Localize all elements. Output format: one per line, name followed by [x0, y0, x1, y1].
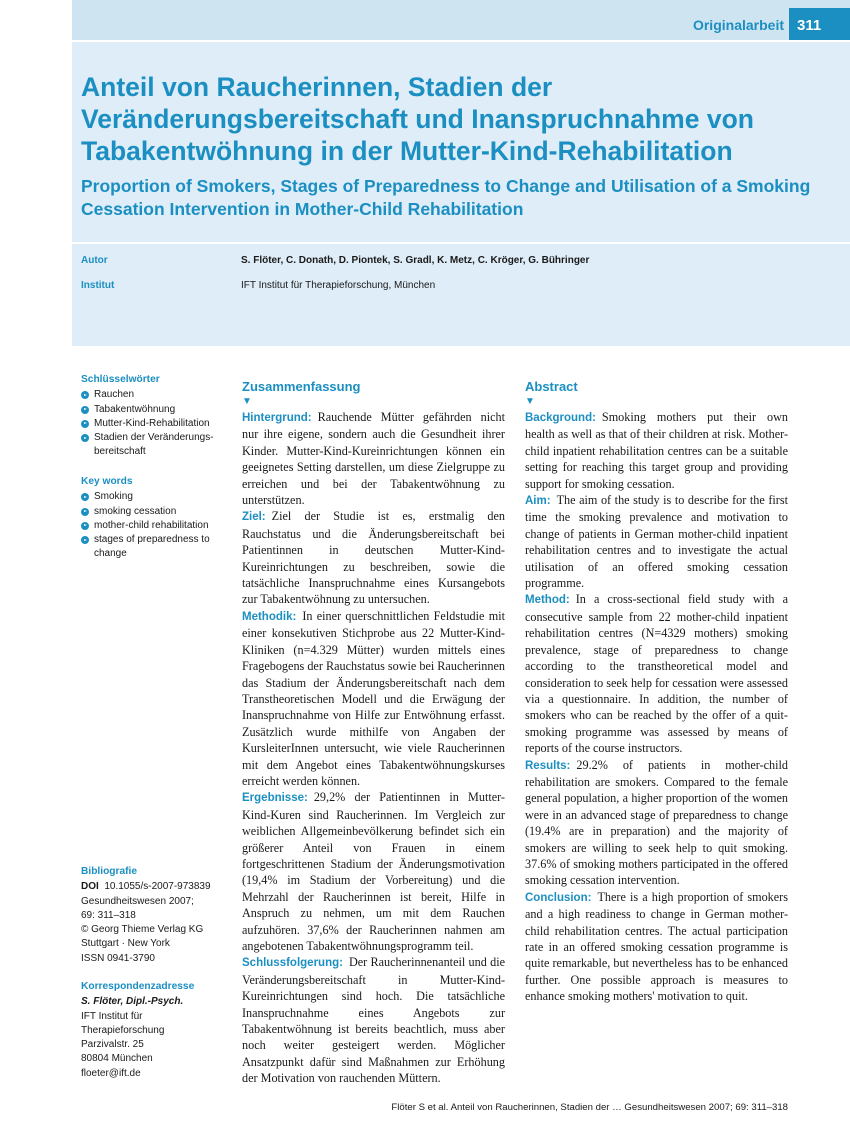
correspondence-email[interactable]: floeter@ift.de: [81, 1067, 141, 1079]
keyword-item: smoking cessation: [81, 505, 231, 519]
section-text: Der Raucherinnenanteil und die Veränderungsbereitschaft in Mutter-Kind-Kureinrichtungen sind hoch. Die tatsächliche Inanspruchnahme eines Angebots zur Tabakentwöhnung ist bereits beachtlich, muss aber noch weiter gesteigert werden. Möglicher Ansatzpunkt dafür sind Maßnahmen zur Erhöhung der Motivation von rauchenden Müttern.: [242, 955, 505, 1086]
bibliography-line: Gesundheitswesen 2007;: [81, 895, 194, 907]
correspondence-line: IFT Institut für: [81, 1010, 143, 1022]
abstract-section: [525, 889, 788, 1005]
title-english: Proportion of Smokers, Stages of Preparedness to Change and Utilisation of a Smoking Cessation Intervention in Mother-Child Rehabilitation: [81, 176, 811, 219]
keyword-item: Mutter-Kind-Rehabilitation: [81, 417, 231, 431]
bibliography-line: ISSN 0941-3790: [81, 952, 155, 964]
abstract-section: [242, 409, 505, 508]
abstract-section: [525, 492, 788, 591]
keywords-german-heading: Schlüsselwörter: [81, 374, 160, 385]
section-label: Originalarbeit: [692, 17, 784, 33]
institute-name: IFT Institut für Therapieforschung, München: [241, 280, 436, 291]
triangle-down-icon: ▼: [525, 396, 535, 407]
abstract-section: [242, 508, 505, 607]
section-label: Hintergrund:: [242, 412, 312, 424]
abstract-section: [525, 757, 788, 889]
bibliography-line: © Georg Thieme Verlag KG: [81, 924, 204, 936]
keyword-item: Smoking: [81, 490, 231, 504]
page-number: 311: [789, 8, 850, 40]
abstract-section: [242, 789, 505, 954]
keywords-german: [81, 373, 231, 460]
keywords-english-heading: Key words: [81, 476, 133, 487]
bibliography-line: Stuttgart · New York: [81, 938, 170, 950]
footer-citation: Flöter S et al. Anteil von Raucherinnen, Stadien der … Gesundheitswesen 2007; 69: 311–318: [391, 1102, 788, 1113]
section-text: 29,2% der Patientinnen in Mutter-Kind-Kuren sind Raucherinnen. Im Vergleich zur weiblichen Allgemeinbevölkerung befindet sich ein größerer Anteil von Frauen in einem fortgeschrittenen Stadium der Änderungsmotivation (19,4% im Stadium der Vorbereitung) und die Mehrzahl der Raucherinnen ist bereit, Hilfe in Anspruch zu nehmen, um mit dem Rauchen aufzuhören. 37,6% der Raucherinnen nahmen am angebotenen Tabakentwöhnungsprogramm teil.: [242, 790, 505, 953]
section-text: Ziel der Studie ist es, erstmalig den Rauchstatus und die Änderungsbereitschaft bei Patientinnen in deutschen Mutter-Kind-Kureinrichtungen zu beschreiben, sowie die tatsächliche Inanspruchnahme eines Kursangebots zur Tabakentwöhnung zu untersuchen.: [242, 509, 505, 607]
section-text: 29.2% of patients in mother-child rehabilitation are smokers. Compared to the female general population, a higher proportion of the women were in an advanced stage of preparedness to change (19.4% are in preparation) and the majority of smokers are willing to seek help to quit smoking. 37.6% of smoking mothers participated in the offered smoking cessation intervention.: [525, 757, 788, 888]
bibliography: [81, 865, 231, 966]
abstract-section: [242, 954, 505, 1086]
section-label: Conclusion:: [525, 891, 592, 904]
correspondence-line: 80804 München: [81, 1053, 153, 1065]
keyword-item: Stadien der Veränderungs-bereitschaft: [81, 431, 231, 460]
abstract-section: [525, 409, 788, 492]
section-label: Ziel:: [242, 511, 266, 524]
abstract-english: [525, 379, 788, 1005]
bibliography-line: 69: 311–318: [81, 909, 136, 921]
section-label: Methodik:: [242, 610, 297, 623]
correspondence-name: S. Flöter, Dipl.-Psych.: [81, 996, 184, 1008]
author-label: Autor: [81, 255, 108, 266]
institute-label: Institut: [81, 280, 115, 291]
section-text: There is a high proportion of smokers and a high readiness to change in German mother-child rehabilitation centres. The actual participation rate in an offered smoking cessation programme is quite remarkable, but nevertheless has to be enhanced further. One possible approach is measures to enhance smoking mothers' motivation to quit.: [525, 889, 788, 1004]
section-label: Ergebnisse:: [242, 792, 308, 805]
abstract-german-heading: Zusammenfassung: [242, 379, 361, 394]
bibliography-heading: Bibliografie: [81, 866, 138, 877]
keywords-english: [81, 475, 231, 562]
section-text: Smoking mothers put their own health as well as that of their children at risk. Mother-child inpatient rehabilitation centres can be a suitable setting for reaching this target group and providing support for smoking cessation.: [525, 410, 788, 491]
keyword-item: mother-child rehabilitation: [81, 519, 231, 533]
section-label: Schlussfolgerung:: [242, 957, 343, 970]
abstract-german: [242, 379, 505, 1087]
keyword-item: Tabakentwöhnung: [81, 403, 231, 417]
section-text: In einer querschnittlichen Feldstudie mit einer konsekutiven Stichprobe aus 22 Mutter-Kind-Kliniken (n=4.329 Mütter) wurden mittels eines Fragebogens der Rauchstatus sowie bei Raucherinnen das Stadium der Änderungsbereitschaft nach dem Transtheoretischen Modell und die Erwägung der Inanspruchnahme von Hilfe zur Entwöhnung erfasst. Zusätzlich wurde mithilfe von Angaben der KursleiterInnen untersucht, wie viele Raucherinnen mit dem Angebot eines Tabakentwöhnungskurses erreicht werden können.: [242, 608, 505, 788]
doi-label: DOI: [81, 881, 99, 893]
abstract-section: [242, 608, 505, 789]
correspondence-line: Parzivalstr. 25: [81, 1039, 144, 1051]
keyword-item: Rauchen: [81, 388, 231, 402]
title-german: Anteil von Raucherinnen, Stadien der Veränderungsbereitschaft und Inanspruchnahme von Tabakentwöhnung in der Mutter-Kind-Rehabilitation: [81, 72, 754, 166]
section-label: Results:: [525, 759, 571, 772]
abstract-section: [525, 591, 788, 756]
section-label: Method:: [525, 594, 570, 607]
correspondence: [81, 980, 231, 1081]
section-label: Aim:: [525, 495, 551, 508]
section-text: In a cross-sectional field study with a consecutive sample from 22 mother-child inpatient rehabilitation centres (N=4329 mothers) smoking prevalence, stage of preparedness to change according to the transtheoretical model and consideration to seek help for cessation were assessed via a questionnaire. In addition, the number of smokers who can be reached by the offer of a quit-smoking programme was assessed by means of reports of the course instructors.: [525, 592, 788, 756]
section-label: Background:: [525, 412, 596, 424]
doi-value[interactable]: 10.1055/s-2007-973839: [104, 881, 211, 893]
abstract-english-heading: Abstract: [525, 379, 578, 394]
section-text: The aim of the study is to describe for the first time the smoking prevalence and motivation to change of patients in German mother-child inpatient rehabilitation centres and to investigate the actual utilisation of an offered smoking cessation programme.: [525, 493, 788, 591]
author-list: S. Flöter, C. Donath, D. Piontek, S. Gradl, K. Metz, C. Kröger, G. Bühringer: [241, 255, 590, 266]
correspondence-line: Therapieforschung: [81, 1024, 165, 1036]
triangle-down-icon: ▼: [242, 396, 252, 407]
section-text: Rauchende Mütter gefährden nicht nur ihre eigene, sondern auch die Gesundheit ihrer Kinder. Mutter-Kind-Kureinrichtungen können ein geeignetes Setting darstellen, um diese Zielgruppe zu erreichen und bei der Tabakentwöhnung zu unterstützen.: [242, 410, 505, 508]
correspondence-heading: Korrespondenzadresse: [81, 981, 195, 992]
keyword-item: stages of preparedness to change: [81, 533, 231, 562]
